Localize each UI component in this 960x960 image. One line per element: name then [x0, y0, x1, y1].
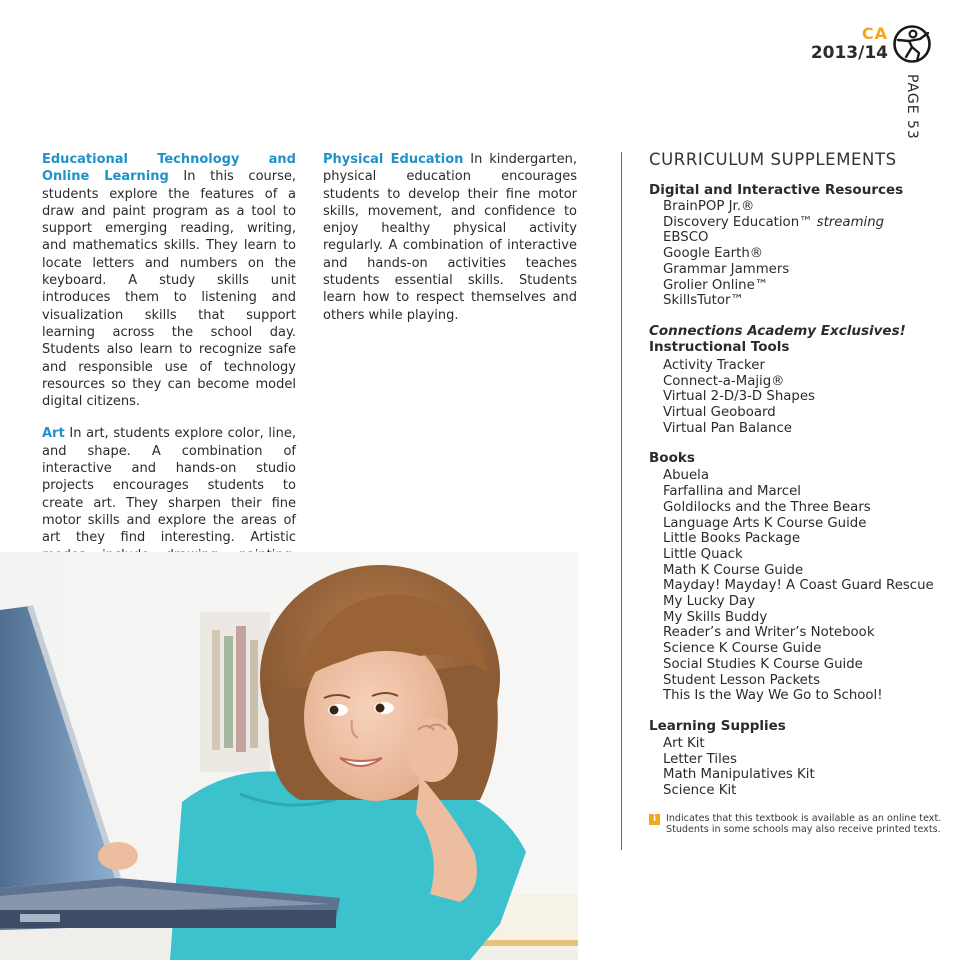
course-paragraph [42, 151, 296, 410]
course-column-2 [323, 151, 577, 339]
list-item: Math Manipulatives Kit [663, 767, 815, 783]
books-heading: Books [649, 450, 695, 467]
supplements-title: CURRICULUM SUPPLEMENTS [649, 150, 897, 169]
year-label: 2013/14 [810, 43, 888, 63]
page-number: PAGE 53 [904, 74, 920, 140]
exclusives-heading: Connections Academy Exclusives! [649, 322, 906, 339]
photo-illustration [0, 552, 578, 960]
course-description: In this course, students explore the features of a draw and paint program as a tool to support emerging reading, writing, and mathematics skills. They learn to locate letters and numbers on the keyboard. A study skills unit introduces them to listening and visualization skills that support learning across the school day. Students also learn to recognize safe and responsible use of technology resources so they can become model digital citizens. [42, 169, 297, 410]
list-item-label: Discovery Education™ [663, 214, 813, 230]
note-text: Indicates that this textbook is available as an online text. Students in some schools may also receive printed texts. [666, 812, 942, 836]
list-item: Virtual 2-D/3-D Shapes [663, 389, 815, 405]
list-item: My Skills Buddy [663, 609, 768, 625]
list-item: Student Lesson Packets [663, 672, 820, 688]
course-title: Art [42, 426, 65, 442]
page-header [811, 26, 888, 62]
books-list [663, 468, 944, 704]
list-item: Social Studies K Course Guide [663, 656, 863, 672]
list-item: This Is the Way We Go to School! [663, 688, 883, 704]
list-item: SkillsTutor™ [663, 293, 744, 309]
course-title: Physical Education [323, 152, 464, 167]
list-item: BrainPOP Jr.® [663, 199, 755, 214]
list-item: Reader’s and Writer’s Notebook [663, 625, 875, 641]
list-item: Activity Tracker [663, 357, 765, 373]
list-item: Google Earth® [663, 246, 764, 262]
list-item: Science Kit [663, 783, 737, 799]
list-item: Grammar Jammers [663, 261, 790, 277]
info-square-icon: i [649, 814, 660, 825]
list-item: My Lucky Day [663, 594, 756, 610]
connections-academy-figure-icon [892, 24, 932, 64]
streaming-label: streaming [812, 214, 885, 230]
list-item: Goldilocks and the Three Bears [663, 499, 871, 515]
course-paragraph [323, 151, 577, 324]
list-item: Farfallina and Marcel [663, 484, 801, 500]
instructional-tools-list [663, 358, 944, 437]
list-item: Math K Course Guide [663, 562, 804, 578]
list-item [663, 215, 944, 231]
list-item: Grolier Online™ [663, 277, 769, 293]
girl-using-laptop-photo [0, 552, 578, 960]
learning-supplies-list [663, 736, 944, 799]
list-item: Virtual Geoboard [663, 405, 776, 421]
list-item: Mayday! Mayday! A Coast Guard Rescue [663, 578, 934, 594]
list-item: Little Books Package [663, 531, 800, 547]
course-description: In art, students explore color, line, and shape. A combination of interactive and hands-on studio projects encourages students to create art. They sharpen their fine motor skills and explore the areas of art they find interesting. Artistic [42, 426, 296, 546]
digital-resources-list [663, 199, 944, 309]
digital-resources-heading: Digital and Interactive Resources [649, 182, 904, 198]
list-item: Science K Course Guide [663, 641, 822, 657]
course-description: In kindergarten, physical education encourages students to develop their fine motor skills, movement, and confidence to enjoy healthy physical activity regularly. A combination of interactive and hands-on activities teaches students essential skills. Students learn how to respect themselves and others while playing. [323, 152, 577, 323]
online-text-note [649, 813, 944, 836]
list-item: Little Quack [663, 546, 743, 562]
list-item: Connect-a-Majig® [663, 373, 785, 389]
instructional-tools-heading: Instructional Tools [649, 338, 790, 355]
course-title: Educational Technology and Online Learning [42, 152, 296, 185]
list-item: Language Arts K Course Guide [663, 515, 867, 531]
curriculum-supplements [649, 150, 944, 836]
learning-supplies-heading: Learning Supplies [649, 717, 786, 734]
column-divider [621, 152, 622, 850]
list-item: EBSCO [663, 230, 709, 246]
state-label: CA [861, 24, 888, 43]
list-item: Art Kit [663, 735, 705, 751]
list-item: Abuela [663, 468, 709, 484]
list-item: Letter Tiles [663, 751, 737, 767]
course-column-1 [42, 151, 296, 596]
list-item: Virtual Pan Balance [663, 420, 792, 436]
